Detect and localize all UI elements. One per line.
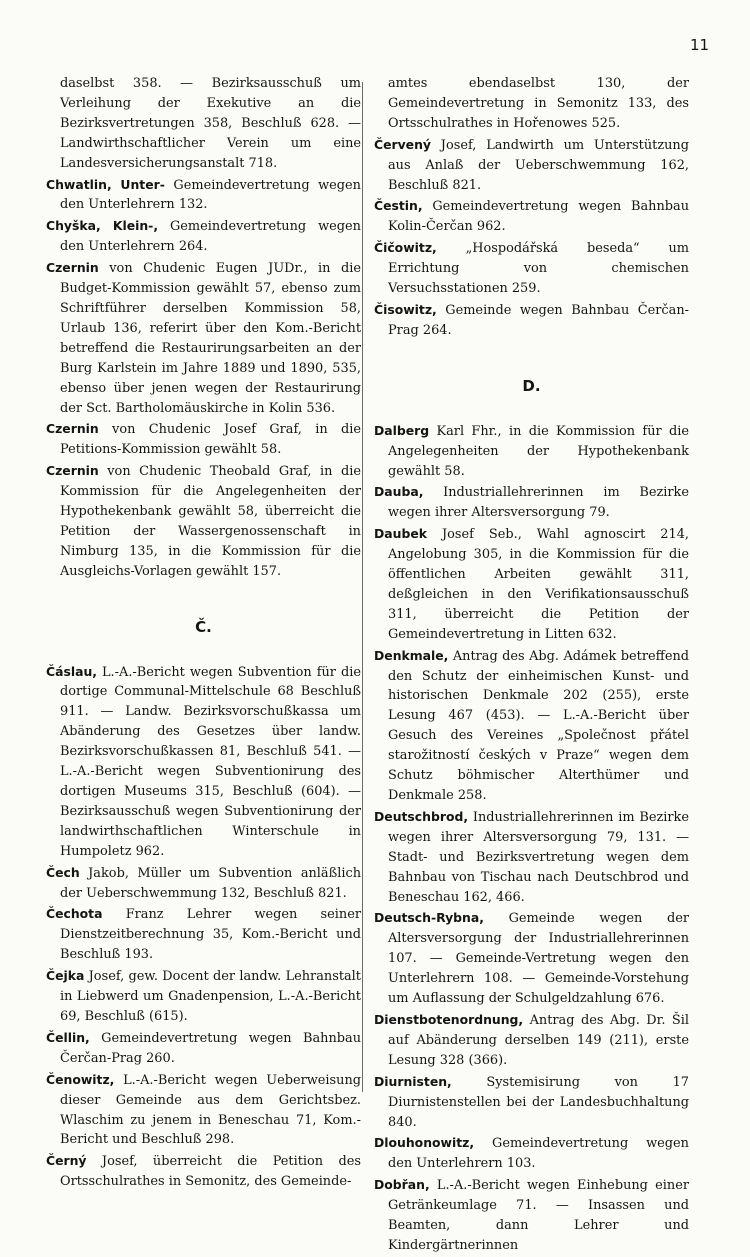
column-divider <box>362 82 363 1092</box>
entry-text: Gemeindevertretung wegen Bahnbau Čerčan-Prag 260. <box>60 1030 361 1066</box>
entry-headword: Čech <box>46 864 80 880</box>
index-entry <box>46 419 361 460</box>
entry-text: amtes ebendaselbst 130, der Gemeindevertretung in Semonitz 133, des Ortsschulrathes in Hořenowes 525. <box>388 76 689 131</box>
index-entry <box>46 863 361 904</box>
entry-headword: Čestin, <box>374 198 423 214</box>
index-entry <box>374 1010 689 1071</box>
index-entry <box>374 807 689 908</box>
entry-text: Jakob, Müller um Subvention anläßlich der Ueberschwemmung 132, Beschluß 821. <box>60 865 361 901</box>
entry-headword: Černý <box>46 1153 87 1169</box>
entry-text: Gemeindevertretung wegen den Unterlehrern 103. <box>388 1136 689 1172</box>
entry-text: Gemeinde wegen der Altersversorgung der Industriallehrerinnen 107. — Gemeinde-Vertretung wegen den Unterlehrern 108. — Gemeinde-Vorstehung um Auflassung der Schulgeldzahlung 676. <box>388 911 689 1007</box>
entry-text: Gemeindevertretung wegen den Unterlehrern 132. <box>60 177 361 213</box>
index-entry <box>374 1175 689 1256</box>
index-entry <box>46 461 361 581</box>
index-entry <box>374 1072 689 1133</box>
index-entry <box>46 175 361 216</box>
index-entry <box>374 196 689 237</box>
entry-headword: Čechota <box>46 906 103 922</box>
entry-text: Karl Fhr., in die Kommission für die Angelegenheiten der Hypothekenbank gewählt 58. <box>388 423 689 479</box>
entry-headword: Deutsch-Rybna, <box>374 910 484 926</box>
index-entry <box>46 216 361 257</box>
entry-text: L.-A.-Bericht wegen Subvention für die dortige Communal-Mittelschule 68 Beschluß 911. — Landw. Bezirksvorschußkassa um Abänderung des Gesetzes über landw. Bezirksvorschußkassen 81, Beschluß 541. — L.-A.-Bericht wegen Subventionirung des dortigen Museums 315, Beschluß (604). — Bezirksausschuß wegen Subventionirung der landwirthschaftlichen Winterschule in Humpoletz 962. <box>60 664 361 859</box>
entry-text: daselbst 358. — Bezirksausschuß um Verleihung der Exekutive an die Bezirksvertretungen 358, Beschluß 628. — Landwirthschaftlicher Verein um eine Landesversicherungsanstalt 718. <box>60 76 361 171</box>
index-entry <box>374 74 689 134</box>
index-entry <box>374 908 689 1009</box>
entry-headword: Czernin <box>46 260 99 276</box>
entry-text: Industriallehrerinnen im Bezirke wegen ihrer Altersversorgung 79. <box>388 485 689 521</box>
entry-text: Josef, gew. Docent der landw. Lehranstalt in Liebwerd um Gnadenpension, L.-A.-Bericht 69, Beschluß (615). <box>60 969 361 1024</box>
entry-headword: Dauba, <box>374 484 424 500</box>
section-letter: D. <box>522 376 541 395</box>
entry-headword: Čenowitz, <box>46 1071 115 1087</box>
entry-text: von Chudenic Theobald Graf, in die Kommission für die Angelegenheiten der Hypothekenbank gewählt 58, überreicht die Petition der Wassergenossenschaft in Nimburg 135, in die Kommission für die Ausgleichs-Vorlagen gewählt 157. <box>60 464 361 579</box>
entry-text: von Chudenic Josef Graf, in die Petitions-Kommission gewählt 58. <box>60 422 361 458</box>
index-entry <box>374 238 689 299</box>
entry-text: Industriallehrerinnen im Bezirke wegen ihrer Altersversorgung 79, 131. — Stadt- und Bezirksvertretung wegen dem Bahnbau von Tischau nach Deutschbrod und Beneschau 162, 466. <box>388 809 689 905</box>
index-entry <box>374 421 689 482</box>
entry-headword: Čáslau, <box>46 663 97 679</box>
index-entry <box>46 1151 361 1192</box>
entry-headword: Diurnisten, <box>374 1073 452 1089</box>
index-entry <box>374 300 689 341</box>
entry-headword: Čisowitz, <box>374 301 437 317</box>
entry-headword: Deutschbrod, <box>374 808 469 824</box>
left-column <box>46 74 361 1193</box>
index-entry <box>46 258 361 418</box>
entry-headword: Chwatlin, Unter- <box>46 176 165 192</box>
entry-text: Antrag des Abg. Adámek betreffend den Schutz der einheimischen Kunst- und historischen Denkmale 202 (255), erste Lesung 467 (453). — L.-A.-Bericht über Gesuch des Vereines „Společnost přátel starožitností českých v Praze“ wegen dem Schutz böhmischer Alterthümer und Denkmale 258. <box>388 648 689 803</box>
index-entry <box>46 966 361 1027</box>
entry-text: Antrag des Abg. Dr. Šil auf Abänderung derselben 149 (211), erste Lesung 328 (366). <box>388 1012 689 1068</box>
entry-headword: Čičowitz, <box>374 240 437 256</box>
entry-text: von Chudenic Eugen JUDr., in die Budget-Kommission gewählt 57, ebenso zum Schriftführer derselben Kommission 58, Urlaub 136, referirt über den Kom.-Bericht betreffend die Restaurirungsarbeiten an der Burg Karlstein im Jahre 1889 und 1890, 535, ebenso über jenen wegen der Restaurirung der Sct. Bartholomäuskirche in Kolin 536. <box>60 261 361 416</box>
page-number: 11 <box>690 36 710 54</box>
entry-headword: Denkmale, <box>374 647 449 663</box>
entry-headword: Daubek <box>374 526 427 542</box>
entry-text: Josef, Landwirth um Unterstützung aus Anlaß der Ueberschwemmung 162, Beschluß 821. <box>388 137 689 193</box>
entry-text: L.-A.-Bericht wegen Ueberweisung dieser Gemeinde aus dem Gerichtsbez. Wlaschim zu jenem in Beneschau 71, Kom.-Bericht und Beschluß 298. <box>60 1072 361 1148</box>
entry-headword: Czernin <box>46 421 99 437</box>
entry-text: Franz Lehrer wegen seiner Dienstzeitberechnung 35, Kom.-Bericht und Beschluß 193. <box>60 907 361 963</box>
index-entry <box>46 1028 361 1069</box>
entry-headword: Dalberg <box>374 422 430 438</box>
index-entry <box>374 1133 689 1174</box>
right-column <box>374 74 689 1257</box>
index-entry <box>374 524 689 644</box>
entry-text: Systemisirung von 17 Diurnistenstellen bei der Landesbuchhaltung 840. <box>388 1074 689 1130</box>
entry-text: „Hospodářská beseda“ um Errichtung von chemischen Versuchsstationen 259. <box>388 241 689 297</box>
entry-headword: Chyška, Klein-, <box>46 218 159 234</box>
entry-headword: Dobřan, <box>374 1177 430 1193</box>
entry-headword: Čejka <box>46 968 85 984</box>
index-entry <box>46 904 361 965</box>
index-entry <box>46 1070 361 1151</box>
entry-headword: Červený <box>374 136 431 152</box>
entry-text: Gemeindevertretung wegen Bahnbau Kolin-Čerčan 962. <box>388 199 689 235</box>
section-letter: Č. <box>195 617 212 636</box>
index-entry <box>46 662 361 862</box>
entry-headword: Czernin <box>46 463 99 479</box>
index-entry <box>46 74 361 174</box>
index-entry <box>374 482 689 523</box>
entry-headword: Dlouhonowitz, <box>374 1135 475 1151</box>
entry-text: Gemeinde wegen Bahnbau Čerčan-Prag 264. <box>388 302 689 338</box>
entry-text: L.-A.-Bericht wegen Einhebung einer Getränkeumlage 71. — Insassen und Beamten, dann Lehrer und Kindergärtnerinnen <box>388 1178 689 1253</box>
entry-text: Josef, überreicht die Petition des Ortsschulrathes in Semonitz, des Gemeinde- <box>60 1154 361 1190</box>
entry-text: Josef Seb., Wahl agnoscirt 214, Angelobung 305, in die Kommission für die öffentlichen Arbeiten gewählt 311, deßgleichen in den Verifikationsausschuß 311, überreicht die Petition der Gemeindevertretung in Litten 632. <box>388 527 689 642</box>
entry-text: Gemeindevertretung wegen den Unterlehrern 264. <box>60 219 361 255</box>
index-entry <box>374 135 689 196</box>
index-entry <box>374 646 689 806</box>
entry-headword: Dienstbotenordnung, <box>374 1011 524 1027</box>
entry-headword: Čellin, <box>46 1029 90 1045</box>
